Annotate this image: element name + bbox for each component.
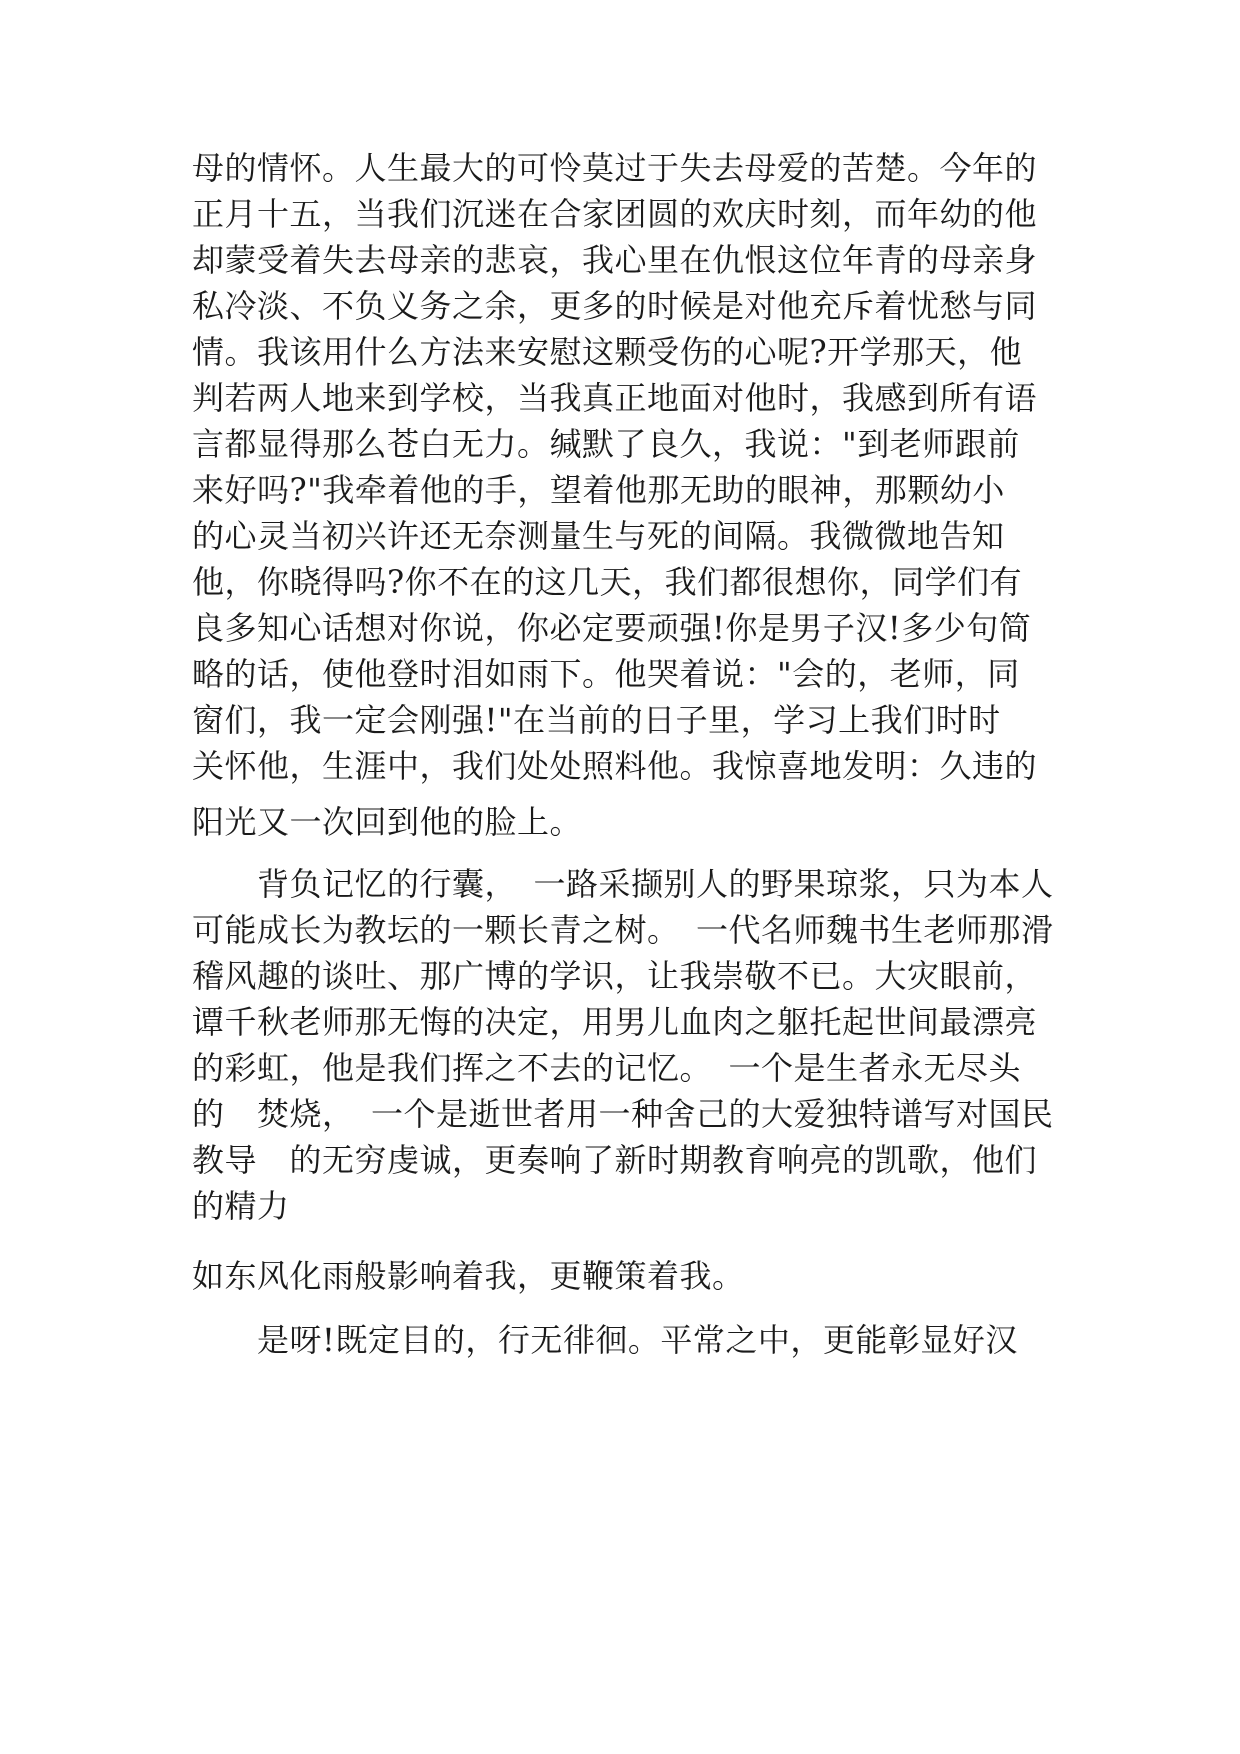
text-line: 教导 的无穷虔诚，更奏响了新时期教育响亮的凯歌，他们 xyxy=(192,1141,1038,1179)
text-line: 良多知心话想对你说，你必定要顽强!你是男子汉!多少句简 xyxy=(192,609,1032,647)
text-line: 的 焚烧， 一个是逝世者用一种舍己的大爱独特谱写对国民 xyxy=(192,1095,1054,1133)
text-line: 关怀他，生涯中，我们处处照料他。我惊喜地发明：久违的 xyxy=(192,747,1038,785)
text-line: 母的情怀。人生最大的可怜莫过于失去母爱的苦楚。今年的 xyxy=(192,149,1038,187)
text-line: 稽风趣的谈吐、那广博的学识，让我崇敬不已。大灾眼前， xyxy=(192,957,1038,995)
text-line: 谭千秋老师那无悔的决定，用男儿血肉之躯托起世间最漂亮 xyxy=(192,1003,1038,1041)
text-line: 来好吗?"我牵着他的手，望着他那无助的眼神，那颗幼小 xyxy=(192,471,1005,509)
text-line: 却蒙受着失去母亲的悲哀，我心里在仇恨这位年青的母亲身 xyxy=(192,241,1038,279)
text-line: 的心灵当初兴许还无奈测量生与死的间隔。我微微地告知 xyxy=(192,517,1005,555)
text-line: 窗们，我一定会刚强!"在当前的日子里，学习上我们时时 xyxy=(192,701,1001,739)
text-line: 私冷淡、不负义务之余，更多的时候是对他充斥着忧愁与同 xyxy=(192,287,1038,325)
text-line: 的彩虹，他是我们挥之不去的记忆。 一个是生者永无尽头 xyxy=(192,1049,1022,1087)
text-line: 是呀!既定目的，行无徘徊。平常之中，更能彰显好汉 xyxy=(192,1321,1018,1359)
text-line: 他，你晓得吗?你不在的这几天，我们都很想你，同学们有 xyxy=(192,563,1023,601)
text-line: 正月十五，当我们沉迷在合家团圆的欢庆时刻，而年幼的他 xyxy=(192,195,1038,233)
text-line: 情。我该用什么方法来安慰这颗受伤的心呢?开学那天，他 xyxy=(192,333,1023,371)
text-line: 如东风化雨般影响着我，更鞭策着我。 xyxy=(192,1257,745,1295)
text-line: 言都显得那么苍白无力。缄默了良久，我说："到老师跟前 xyxy=(192,425,1020,463)
text-line: 阳光又一次回到他的脸上。 xyxy=(192,803,583,841)
text-line: 可能成长为教坛的一颗长青之树。 一代名师魏书生老师那滑 xyxy=(192,911,1054,949)
text-line: 背负记忆的行囊， 一路采撷别人的野果琼浆，只为本人 xyxy=(192,865,1054,903)
text-line: 的精力 xyxy=(192,1187,290,1225)
text-line: 略的话，使他登时泪如雨下。他哭着说："会的，老师，同 xyxy=(192,655,1020,693)
text-line: 判若两人地来到学校，当我真正地面对他时，我感到所有语 xyxy=(192,379,1038,417)
